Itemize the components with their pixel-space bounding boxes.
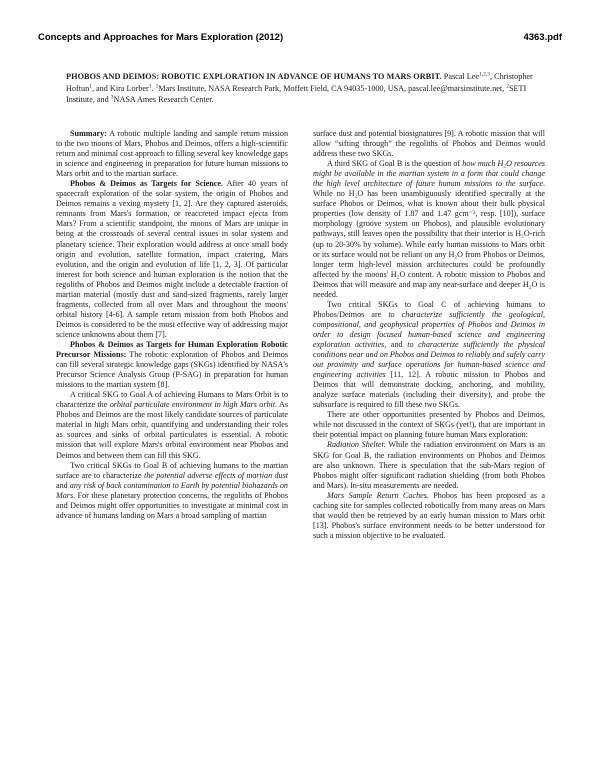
- paragraph-goal-b: Two critical SKGs to Goal B of achieving humans to the martian surface are to characterize the potential adverse effects of martian dust and any risk of back contamination to Earth by potential biohazards on Mars. For these planetary protection concerns, the regoliths of Phobos and Deimos might offer opportunities to investigate at minimal cost in advance of humans landing on Mars a broad sampling of martian: [56, 460, 288, 520]
- paragraph-precursor-missions: Phobos & Deimos as Targets for Human Exploration Robotic Precursor Missions: The robotic exploration of Phobos and Deimos can fill several strategic knowledge gaps (SKGs) identified by NASA's Precursor Science Analysis Group (P-SAG) in preparation for human missions to the martian system [8].: [56, 339, 288, 390]
- running-header-abstract-number: 4363.pdf: [523, 32, 562, 43]
- section-heading: Summary:: [70, 129, 107, 138]
- paragraph-other-opportunities: There are other opportunities presented by Phobos and Deimos, while not discussed in the context of SKGs (yet!), that are important in their potential impact on planning future human Mars exploration:: [313, 410, 545, 440]
- paragraph-continuation: surface dust and potential biosignatures [9]. A robotic mission that will allow “sifting through” the regoliths of Phobos and Deimos would address these two SKGs.: [313, 129, 545, 159]
- right-column: [313, 129, 545, 541]
- paragraph-sample-return-caches: Mars Sample Return Caches. Phobos has been proposed as a caching site for samples collected robotically from many areas on Mars that would then be retrieved by an early human mission to Mars orbit [13]. Phobos's surface environment needs to be better understood for such a mission objective to be evaluated.: [313, 490, 545, 540]
- left-column: [56, 129, 288, 521]
- running-header-conference: Concepts and Approaches for Mars Exploration (2012): [38, 32, 284, 43]
- paragraph-goal-a: A critical SKG to Goal A of achieving Humans to Mars Orbit is to characterize the orbital particulate environment in high Mars orbit. As Phobos and Deimos are the most likely candidate sources of particulate material in high Mars orbit, quantifying and understanding their roles as sources and sinks of orbital particulates is essential. A robotic mission that will explore Mars's orbital environment near Phobos and Deimos and between them can fill this SKG.: [56, 390, 288, 460]
- section-heading: Phobos & Deimos as Targets for Science.: [70, 179, 223, 189]
- author-list: Pascal Lee$^{1,2,3}$, Christopher Hoftun$^1$, and Kira Lorber$^1$. $^1$Mars Institute, NASA Research Park, Moffett Field, CA 94035-1000, USA, pascal.lee@marsinstitute.net, $^2$SETI Institute, and $^3$NASA Ames Research Center.: [66, 71, 533, 104]
- title-block: [66, 71, 544, 106]
- paper-title: PHOBOS AND DEIMOS: ROBOTIC EXPLORATION IN ADVANCE OF HUMANS TO MARS ORBIT.: [66, 72, 442, 81]
- paragraph-water-resources: A third SKG of Goal B is the question of how much H₂O resources might be available in the martian system in a form that could change the high level architecture of future human missions to the surface. While no H₂O has been unambiguously identified spectrally at the surface Phobos or Deimos, what is known about their bulk physical properties (low density of 1.87 and 1.47 gcm⁻³, resp. [10]), surface morphology (groove system on Phobos), and plausible evolutionary pathways, still leaves open the possibility that their interior is H₂O-rich (up to 20-30% by volume). While early human missions to Mars orbit or its surface would not be reliant on any H₂O from Phobos or Deimos, longer term high-level mission architectures could be profoundly affected by the moons' H₂O content. A robotic mission to Phobos and Deimos that will measure and map any near-surface and deeper H₂O is needed.: [313, 159, 545, 299]
- paragraph-radiation-shelter: Radiation Shelter. While the radiation environment on Mars is an SKG for Goal B, the radiation environments on Phobos and Deimos are also unknown. There is speculation that the sub-Mars region of Phobos might offer significant radiation shielding (from both Phobos and Mars). In-situ measurements are needed.: [313, 440, 545, 490]
- paragraph-goal-c: Two critical SKGs to Goal C of achieving humans to Phobos/Deimos are to characterize sufficiently the geological, compositional, and geophysical properties of Phobos and Deimos in order to design focused human-based science and engineering exploration activities, and to characterize sufficiently the physical conditions near and on Phobos and Deimos to reliably and safely carry out proximity and surface operations for human-based science and engineering activities [11, 12]. A robotic mission to Phobos and Deimos that will demonstrate docking, anchoring, and mobility, analyze surface materials (including their diversity), and probe the subsurface is required to fill these two SKGs.: [313, 299, 545, 410]
- paragraph-science-targets: Phobos & Deimos as Targets for Science. After 40 years of spacecraft exploration of the solar system, the origin of Phobos and Deimos remains a vexing mystery [1, 2]. Are they captured asteroids, remnants from Mars's formation, or reaccreted impact ejecta from Mars? From a scientific standpoint, the moons of Mars are unique in being at the crossroads of several central issues in solar system and planetary science. Their exploration would address at once small body origin and evolution, satellite formation, impact cratering, Mars evolution, and the origin and evolution of life [1, 2, 3]. Of particular interest for both science and human exploration is the notion that the regoliths of Phobos and Deimos might include a detectable fraction of martian material (mostly dust and sand-sized fragments, rarely larger fragments, collected from all over Mars and throughout the moons' orbital history [4-6]. A sample return mission from both Phobos and Deimos is considered to be the most effective way of addressing major science unknowns about them [7].: [56, 179, 289, 339]
- paragraph-summary: Summary: A robotic multiple landing and sample return mission to the two moons of Mars, Phobos and Deimos, offers a high-scientific return and minimal cost approach to filling several key knowledge gaps in science and engineering in preparation for future human missions to Mars orbit and to the martian surface.: [56, 129, 288, 179]
- section-heading: Phobos & Deimos as Targets for Human Exploration Robotic Precursor Missions:: [56, 339, 288, 360]
